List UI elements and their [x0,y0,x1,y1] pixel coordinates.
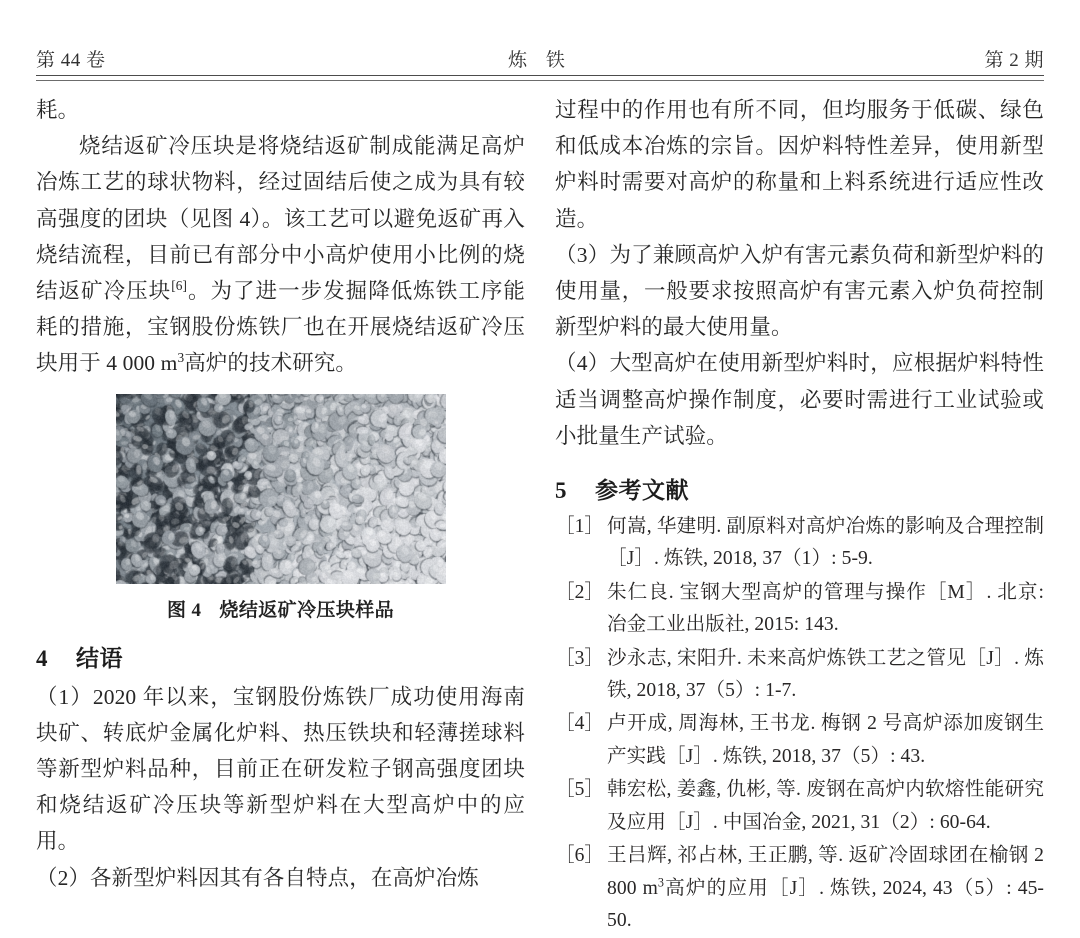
volume-label: 第 44 卷 [36,50,106,71]
conclusion-item-3: （3）为了兼顾高炉入炉有害元素负荷和新型炉料的使用量，一般要求按照高炉有害元素入炉负荷控制新型炉料的最大使用量。 [555,242,1044,340]
cubic-meter-exponent: 3 [657,874,665,889]
reference-text: 韩宏松, 姜鑫, 仇彬, 等. 废钢在高炉内软熔性能研究及应用［J］. 中国冶金, 2021, 31（2）: 60-64. [607,779,1044,833]
briquette-photo-canvas [116,394,446,584]
reference-number: ［6］ [555,845,604,867]
reference-item [555,774,1044,839]
cubic-meter-exponent: 3 [177,350,185,366]
briquette-sample-photo [116,394,446,584]
heading-5-title: 参考文献 [595,478,689,504]
running-head [36,42,1044,72]
issue-label: 第 2 期 [984,50,1044,71]
reference-text: 沙永志, 宋阳升. 未来高炉炼铁工艺之管见［J］. 炼铁, 2018, 37（5）: 1-7. [607,647,1044,702]
para-part-3: 高炉的技术研究。 [184,351,358,376]
heading-4-title: 结语 [76,645,123,671]
conclusion-item-2-partial: （2）各新型炉料因其有各自特点，在高炉冶炼 [36,865,479,890]
reference-item [555,643,1044,708]
para-part-2: 。为了进一步发掘降低炼铁工序能耗的措施，宝钢股份炼铁厂也在开展烧结返矿冷压块用于 4 000 m [36,279,525,376]
reference-item [555,577,1044,642]
paragraph-sinter-briquette [36,128,525,381]
reference-number: ［5］ [555,779,604,801]
heading-section-4 [36,640,525,673]
citation-marker-6: [6] [171,277,188,293]
reference-list [555,511,1044,937]
reference-text: 卢开成, 周海林, 王书龙. 梅钢 2 号高炉添加废钢生产实践［J］. 炼铁, 2018, 37（5）: 43. [607,713,1044,767]
heading-4-number: 4 [36,645,48,671]
heading-section-5 [555,472,1044,505]
figure-label: 图 4 [166,599,202,621]
para-part-1: 烧结返矿冷压块是将烧结返矿制成能满足高炉冶炼工艺的球状物料，经过固结后使之成为具有较高强度的团块（见图 4）。该工艺可以避免返矿再入烧结流程，目前已有部分中小高炉使用小比例的烧结返矿冷压块 [36,134,525,304]
reference-number: ［2］ [555,581,604,603]
conclusion-item-4: （4）大型高炉在使用新型炉料时，应根据炉料特性适当调整高炉操作制度，必要时需进行工业试验或小批量生产试验。 [555,351,1044,448]
conclusion-item-1: （1）2020 年以来，宝钢股份炼铁厂成功使用海南块矿、转底炉金属化炉料、热压铁块和轻薄搓球料等新型炉料品种，目前正在研发粒子钢高强度团块和烧结返矿冷压块等新型炉料在大型高炉中的应用。 [36,684,525,854]
header-double-rule [36,75,1044,81]
reference-item [555,708,1044,773]
heading-5-number: 5 [555,478,567,504]
figure-4 [36,394,525,622]
continued-line: 耗。 [36,98,80,122]
figure-4-caption [36,595,525,622]
reference-number: ［1］ [555,516,604,538]
journal-title: 炼 铁 [508,50,572,71]
left-column [36,92,525,896]
reference-text: 何嵩, 华建明. 副原料对高炉冶炼的影响及合理控制［J］. 炼铁, 2018, 37（1）: 5-9. [607,516,1044,570]
continued-paragraph: 过程中的作用也有所不同，但均服务于低碳、绿色和低成本冶炼的宗旨。因炉料特性差异，使用新型炉料时需要对高炉的称量和上料系统进行适应性改造。 [555,98,1044,231]
reference-text: 朱仁良. 宝钢大型高炉的管理与操作［M］. 北京: 冶金工业出版社, 2015: 143. [607,581,1044,636]
reference-number: ［3］ [555,647,604,669]
reference-item [555,511,1044,576]
reference-text: 王吕辉, 祁占林, 王正鹏, 等. 返矿冷固球团在榆钢 2 800 $m^3$高炉的应用［J］. 炼铁, 2024, 43（5）: 45-50. [607,845,1045,931]
reference-number: ［4］ [555,713,604,735]
right-column [555,92,1044,938]
figure-caption-text: 烧结返矿冷压块样品 [219,599,395,621]
